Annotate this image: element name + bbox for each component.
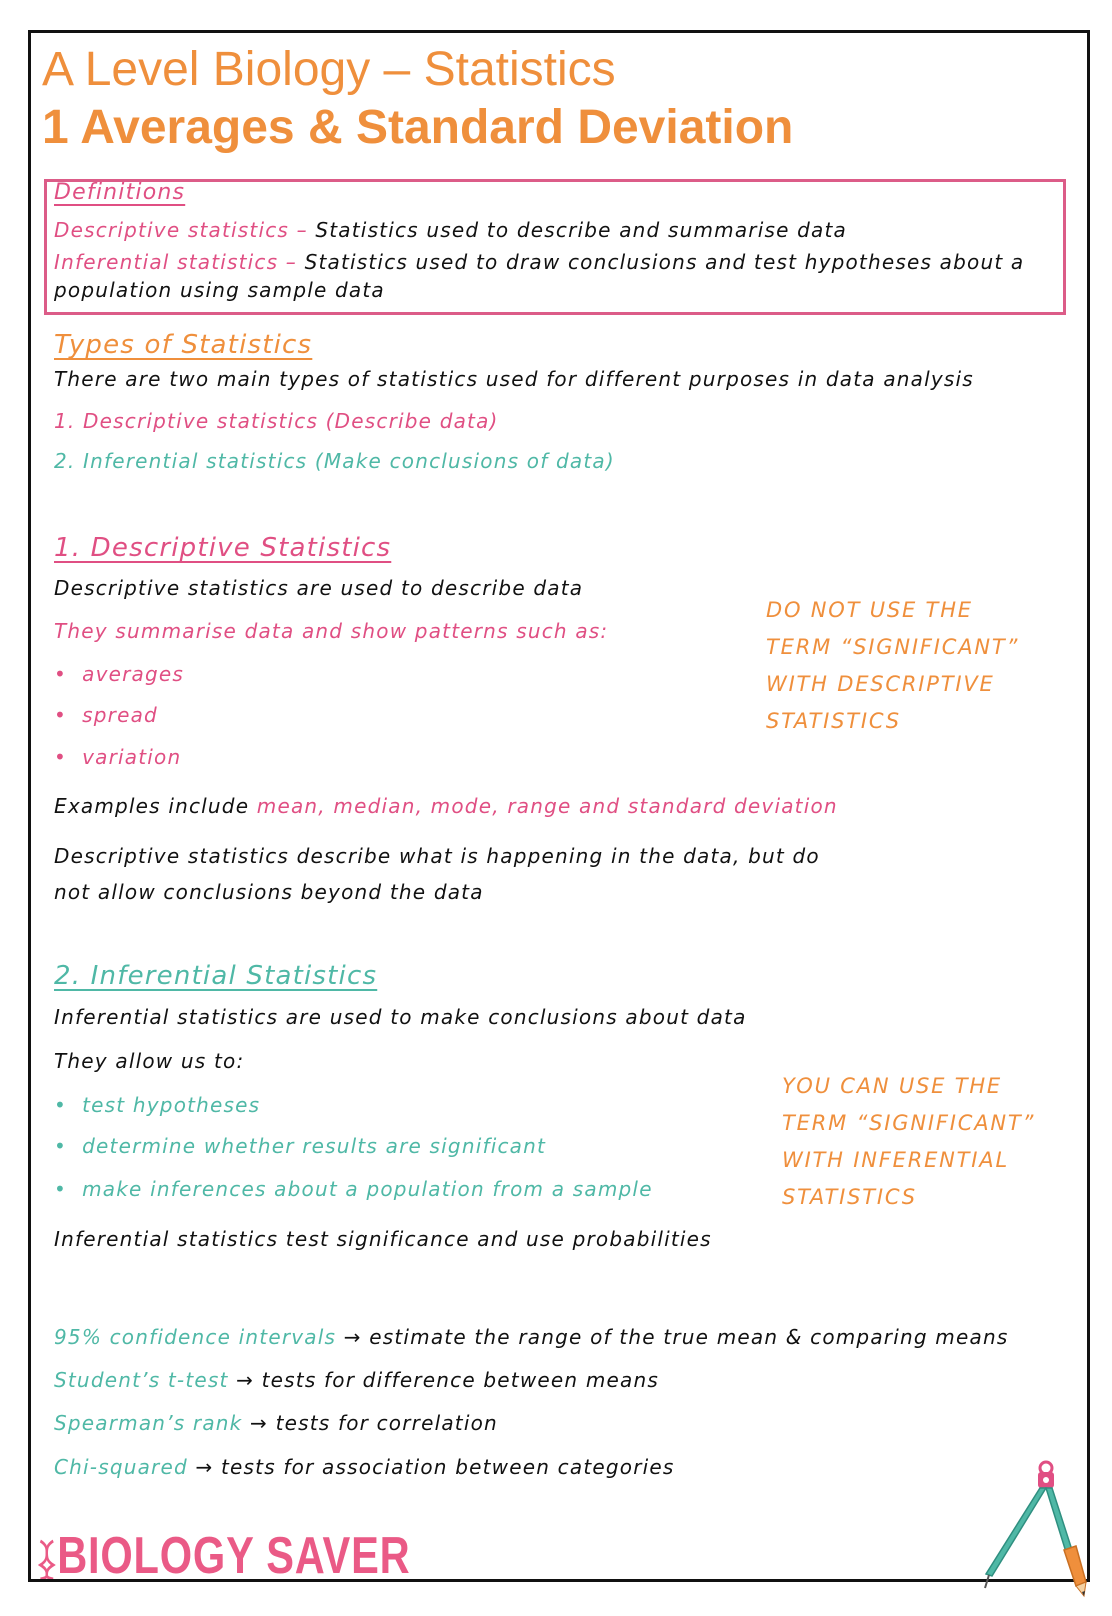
types-item-descriptive: 1. Descriptive statistics (Describe data): [54, 409, 499, 433]
definition-inferential: [54, 250, 1024, 274]
note-line: WITH DESCRIPTIVE: [766, 672, 995, 696]
test-desc: estimate the range of the true mean & comparing means: [369, 1325, 1009, 1349]
inferential-summary: Inferential statistics test significance and use probabilities: [54, 1227, 712, 1251]
test-item: [54, 1455, 675, 1479]
list-item: [54, 1177, 653, 1201]
test-name: Spearman’s rank: [54, 1411, 243, 1435]
definition-dash: –: [289, 218, 316, 242]
test-desc: tests for difference between means: [261, 1368, 659, 1392]
bullet-text: make inferences about a population from a sample: [82, 1177, 653, 1201]
list-item: [54, 745, 181, 769]
definition-inferential-cont: population using sample data: [54, 278, 385, 302]
bullet-icon: •: [54, 1093, 83, 1117]
arrow-icon: →: [195, 1455, 214, 1479]
test-name: Student’s t-test: [54, 1368, 229, 1392]
definition-text: Statistics used to describe and summarise data: [315, 218, 848, 242]
bullet-icon: •: [54, 1134, 83, 1158]
list-item: [54, 1093, 260, 1117]
descriptive-heading: 1. Descriptive Statistics: [54, 533, 392, 563]
arrow-icon: →: [343, 1325, 362, 1349]
test-item: [54, 1325, 1008, 1349]
types-heading: Types of Statistics: [54, 330, 313, 360]
page-subtitle: 1 Averages & Standard Deviation: [42, 101, 794, 154]
bullet-icon: •: [54, 1177, 83, 1201]
inferential-line1: Inferential statistics are used to make conclusions about data: [54, 1005, 747, 1029]
list-item: [54, 662, 184, 686]
descriptive-summary-line2: not allow conclusions beyond the data: [54, 880, 484, 904]
test-item: [54, 1368, 659, 1392]
types-item-inferential: 2. Inferential statistics (Make conclusions of data): [54, 449, 615, 473]
note-line: DO NOT USE THE: [766, 598, 973, 622]
bullet-icon: •: [54, 745, 83, 769]
test-name: Chi-squared: [54, 1455, 188, 1479]
bullet-icon: •: [54, 703, 83, 727]
note-line: WITH INFERENTIAL: [782, 1148, 1009, 1172]
note-line: STATISTICS: [766, 709, 901, 733]
inferential-note: [782, 1068, 1035, 1216]
arrow-icon: →: [236, 1368, 255, 1392]
inferential-heading: 2. Inferential Statistics: [54, 961, 378, 991]
test-desc: tests for association between categories: [220, 1455, 675, 1479]
arrow-icon: →: [250, 1411, 268, 1435]
note-line: TERM “SIGNIFICANT”: [766, 635, 1020, 659]
bullet-text: variation: [82, 745, 182, 769]
logo-text: BIOLOGY SAVER: [57, 1527, 411, 1585]
bullet-text: averages: [82, 662, 185, 686]
descriptive-examples: [54, 794, 838, 818]
descriptive-note: [766, 592, 1019, 740]
test-name: 95% confidence intervals: [54, 1325, 337, 1349]
descriptive-line2: They summarise data and show patterns such as:: [54, 619, 609, 643]
types-intro: There are two main types of statistics used for different purposes in data analysis: [54, 367, 974, 391]
test-desc: tests for correlation: [275, 1411, 498, 1435]
bullet-text: determine whether results are significant: [82, 1134, 547, 1158]
bullet-text: test hypotheses: [82, 1093, 261, 1117]
bullet-icon: •: [54, 662, 83, 686]
test-item: [54, 1411, 498, 1435]
examples-value: mean, median, mode, range and standard deviation: [256, 794, 838, 818]
definitions-heading: Definitions: [54, 180, 186, 205]
inferential-line2: They allow us to:: [54, 1049, 245, 1073]
note-line: TERM “SIGNIFICANT”: [782, 1111, 1036, 1135]
note-line: STATISTICS: [782, 1185, 917, 1209]
logo: [38, 1526, 410, 1586]
definition-term: Descriptive statistics: [54, 218, 290, 242]
examples-prefix: Examples include: [54, 794, 257, 818]
definition-dash: –: [278, 250, 305, 274]
list-item: [54, 1134, 546, 1158]
note-line: YOU CAN USE THE: [782, 1074, 1002, 1098]
dna-icon: [38, 1539, 56, 1579]
descriptive-line1: Descriptive statistics are used to describe data: [54, 576, 584, 600]
compass-pencil-icon: [984, 1454, 1094, 1604]
bullet-text: spread: [82, 703, 158, 727]
definition-descriptive: [54, 218, 847, 242]
definition-term: Inferential statistics: [54, 250, 279, 274]
descriptive-summary-line1: Descriptive statistics describe what is happening in the data, but do: [54, 844, 820, 868]
definition-text: Statistics used to draw conclusions and test hypotheses about a: [304, 250, 1025, 274]
page-title: A Level Biology – Statistics: [42, 43, 616, 96]
list-item: [54, 703, 158, 727]
